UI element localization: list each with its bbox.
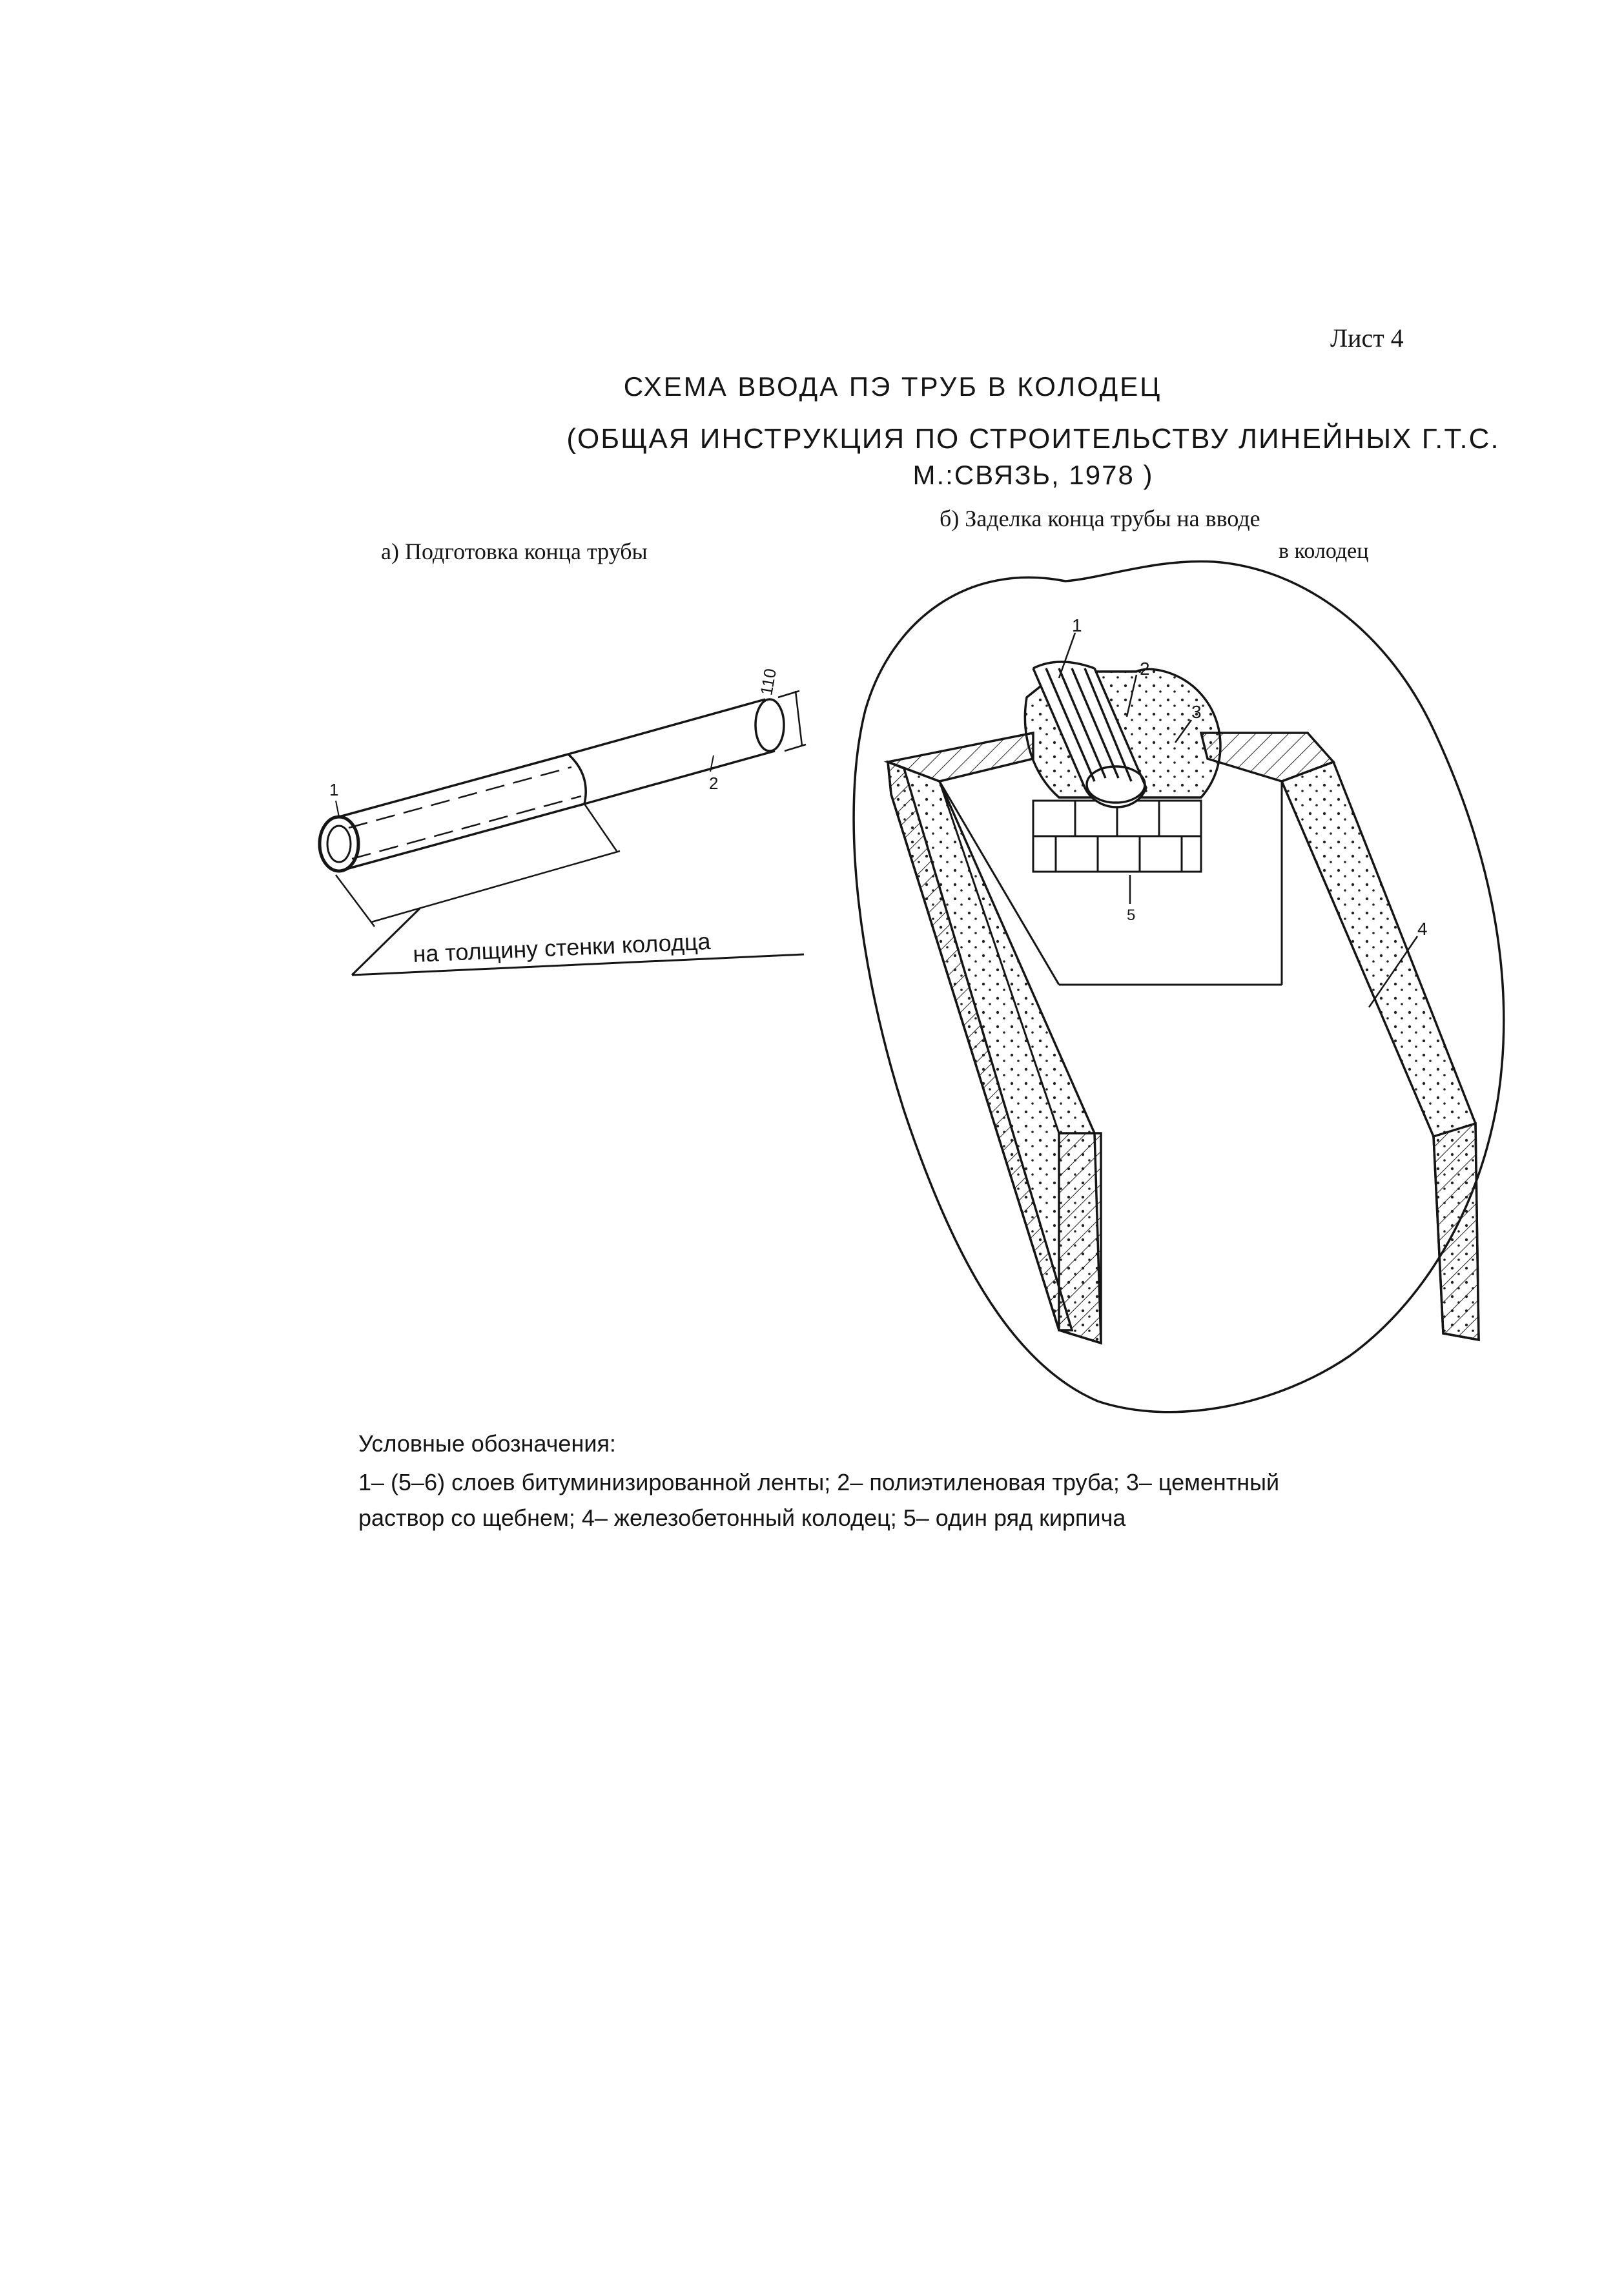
legend-line-2: раствор со щебнем; 4– железобетонный колодец; 5– один ряд кирпича bbox=[358, 1505, 1126, 1531]
label-1-leader bbox=[336, 801, 339, 817]
pipe-label-2: 2 bbox=[709, 774, 719, 793]
pipe-label-1: 1 bbox=[329, 780, 339, 799]
figure-b-caption-line1: б) Заделка конца трубы на вводе bbox=[940, 506, 1260, 531]
pipe-drawing bbox=[320, 691, 806, 975]
wrap-dash-line bbox=[349, 767, 571, 828]
well-label-3: 3 bbox=[1191, 702, 1202, 722]
extension-line-right bbox=[584, 804, 617, 851]
well-drawing bbox=[854, 561, 1504, 1412]
dimension-110: 110 bbox=[756, 667, 781, 697]
page-title: СХЕМА ВВОДА ПЭ ТРУБ В КОЛОДЕЦ bbox=[623, 371, 1162, 402]
sheet-number: Лист 4 bbox=[1330, 324, 1404, 353]
wrap-dash-line-2 bbox=[352, 796, 581, 859]
subtitle-line-1: (ОБЩАЯ ИНСТРУКЦИЯ ПО СТРОИТЕЛЬСТВУ ЛИНЕЙНЫХ Г.Т.С. bbox=[566, 423, 1500, 455]
figure-a-caption: а) Подготовка конца трубы bbox=[381, 539, 648, 564]
well-label-1: 1 bbox=[1072, 615, 1082, 635]
left-wall-end bbox=[1059, 1133, 1101, 1343]
wrap-bottom-edge bbox=[339, 804, 584, 871]
well-label-5: 5 bbox=[1127, 907, 1136, 924]
wall-thickness-dimension bbox=[371, 851, 620, 922]
brick-row bbox=[1033, 801, 1201, 872]
legend-line-1: 1– (5–6) слоев битуминизированной ленты; 2– полиэтиленовая труба; 3– цементный bbox=[358, 1469, 1280, 1495]
wrap-top-edge bbox=[339, 754, 568, 817]
legend-heading: Условные обозначения: bbox=[358, 1430, 616, 1457]
dimension-line bbox=[796, 691, 802, 746]
figure-b-caption-line2: в колодец bbox=[1279, 539, 1369, 563]
pipe-top-edge bbox=[568, 699, 765, 754]
subtitle-line-2: М.:СВЯЗЬ, 1978 ) bbox=[912, 460, 1154, 490]
wall-thickness-note: на толщину стенки колодца bbox=[412, 927, 712, 967]
extension-line-left bbox=[336, 875, 375, 927]
pipe-far-end bbox=[755, 699, 784, 751]
pipe-inner-ellipse bbox=[327, 826, 351, 862]
well-label-2: 2 bbox=[1140, 659, 1150, 679]
pipe-bottom-edge bbox=[584, 751, 775, 804]
right-wall-end bbox=[1434, 1124, 1479, 1340]
well-label-4: 4 bbox=[1417, 919, 1428, 939]
